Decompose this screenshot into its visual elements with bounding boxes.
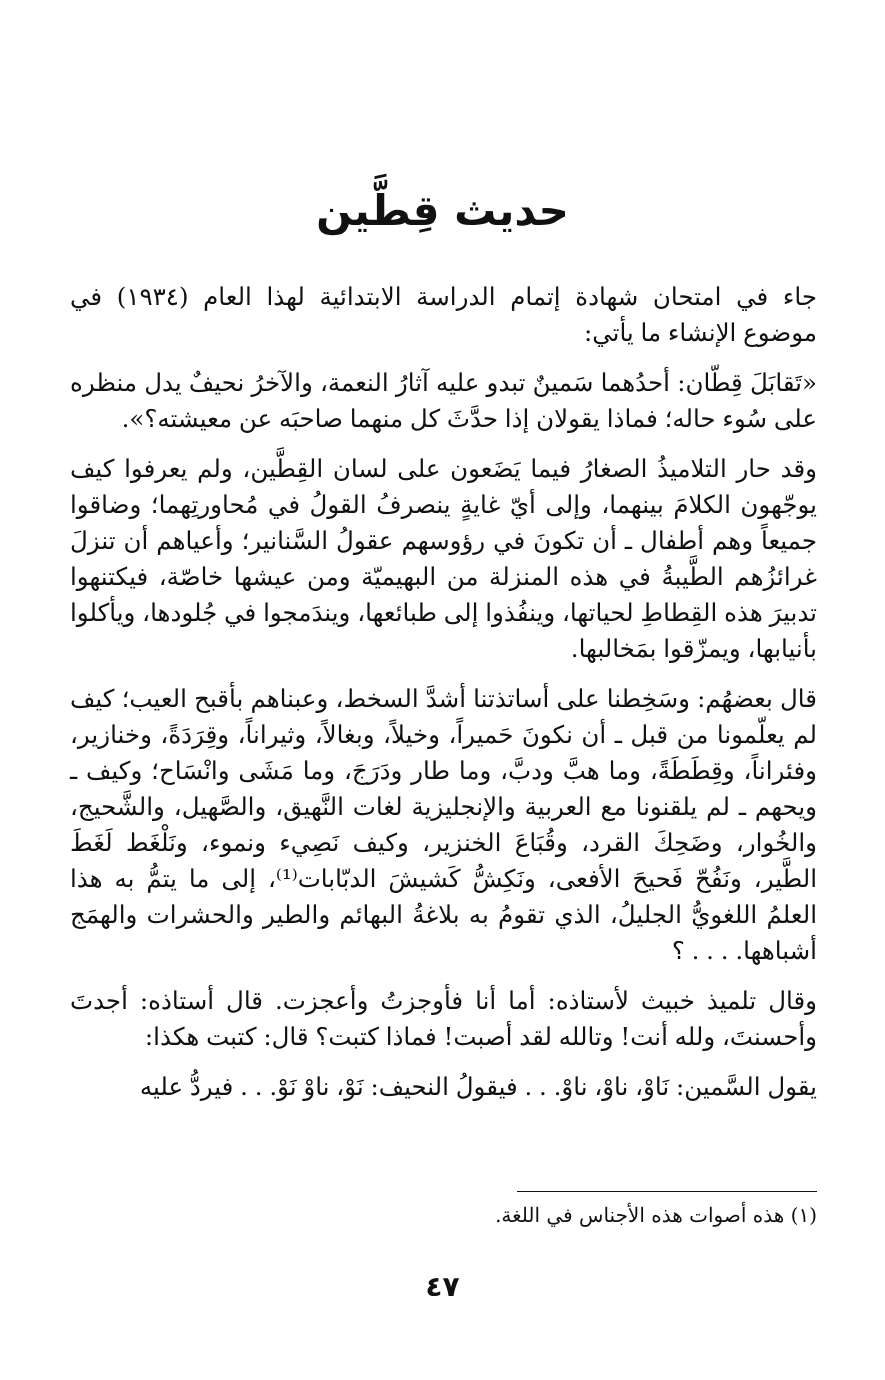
footnote-divider (517, 1191, 817, 1192)
paragraph-5: وقال تلميذ خبيث لأستاذه: أما أنا فأوجزتُ وأعجزت. قال أستاذه: أجدتَ وأحسنتَ، ولله أنت! وتالله لقد أصبت! فماذا كتبت؟ قال: كتبت هكذا: (70, 986, 817, 1051)
paragraph-1: جاء في امتحان شهادة إتمام الدراسة الابتدائية لهذا العام (١٩٣٤) في موضوع الإنشاء ما يأتي: (70, 282, 817, 347)
page-title: حديث قِطَّين (316, 186, 569, 235)
paragraph-2: «تَقابَلَ قِطّان: أحدُهما سَمينٌ تبدو عليه آثارُ النعمة، والآخرُ نحيفٌ يدل منظره على سُوء حاله؛ فماذا يقولان إذا حدَّثَ كل منهما صاحبَه عن معيشته؟». (70, 368, 817, 433)
body-text (70, 279, 817, 1119)
paragraph-4: قال بعضهُم: وسَخِطنا على أساتذتنا أشدَّ السخط، وعبناهم بأقبح العيب؛ كيف لم يعلّمونا من قبل ـ أن نكونَ حَميراً، وخيلاً، وبغالاً، وثيراناً، وقِرَدَةً، وخنازير، وفئراناً، وقِطَطَةً، وما هبَّ ودبَّ، وما طار ودَرَجَ، وما مَشَى وانْسَاح؛ وكيف ـ ويحهم ـ لم يلقنونا مع العربية والإنجليزية لغات النَّهيق، والصَّهيل، والشَّحيج، والخُوار، وضَحِكَ القرد، وقُبَاعَ الخنزير، وكيف نَصِيء ونموء، ونَلْغَط لَغَطَ الطَّير، ونَفُحّ فَحيحَ الأفعى، ونَكِشُّ كَشيشَ الدبّابات⁽¹⁾، إلى ما يتمُّ به هذا العلمُ اللغويُّ الجليلُ، الذي تقومُ به بلاغةُ البهائم والطير والحشرات والهمَج أشباهها. . . . ؟ (70, 684, 817, 965)
paragraph-3: وقد حار التلاميذُ الصغارُ فيما يَضَعون على لسان القِطَّين، ولم يعرفوا كيف يوجّهون الكلامَ بينهما، وإلى أيّ غايةٍ ينصرفُ القولُ في مُحاورتِهما؛ وضاقوا جميعاً وهم أطفال ـ أن تكونَ في رؤوسهم عقولُ السَّنانير؛ وأعياهم أن تنزلَ غرائزُهم الطَّيبةُ في هذه المنزلة من البهيميّة ومن عيشها خاصّة، فيكتنهوا تدبيرَ هذه القِطاطِ لحياتها، وينفُذوا إلى طبائعها، ويندَمجوا في جُلودها، ويأكلوا بأنيابها، ويمزّقوا بمَخالبها. (70, 454, 817, 663)
paragraph-6: يقول السَّمين: نَاوْ، ناوْ، ناوْ. . . فيقولُ النحيف: نَوْ، ناوْ نَوْ. . . فيردُّ عليه (139, 1072, 817, 1101)
footnote: (١) هذه أصوات هذه الأجناس في اللغة. (495, 1203, 817, 1227)
page-number: ٤٧ (425, 1270, 460, 1303)
